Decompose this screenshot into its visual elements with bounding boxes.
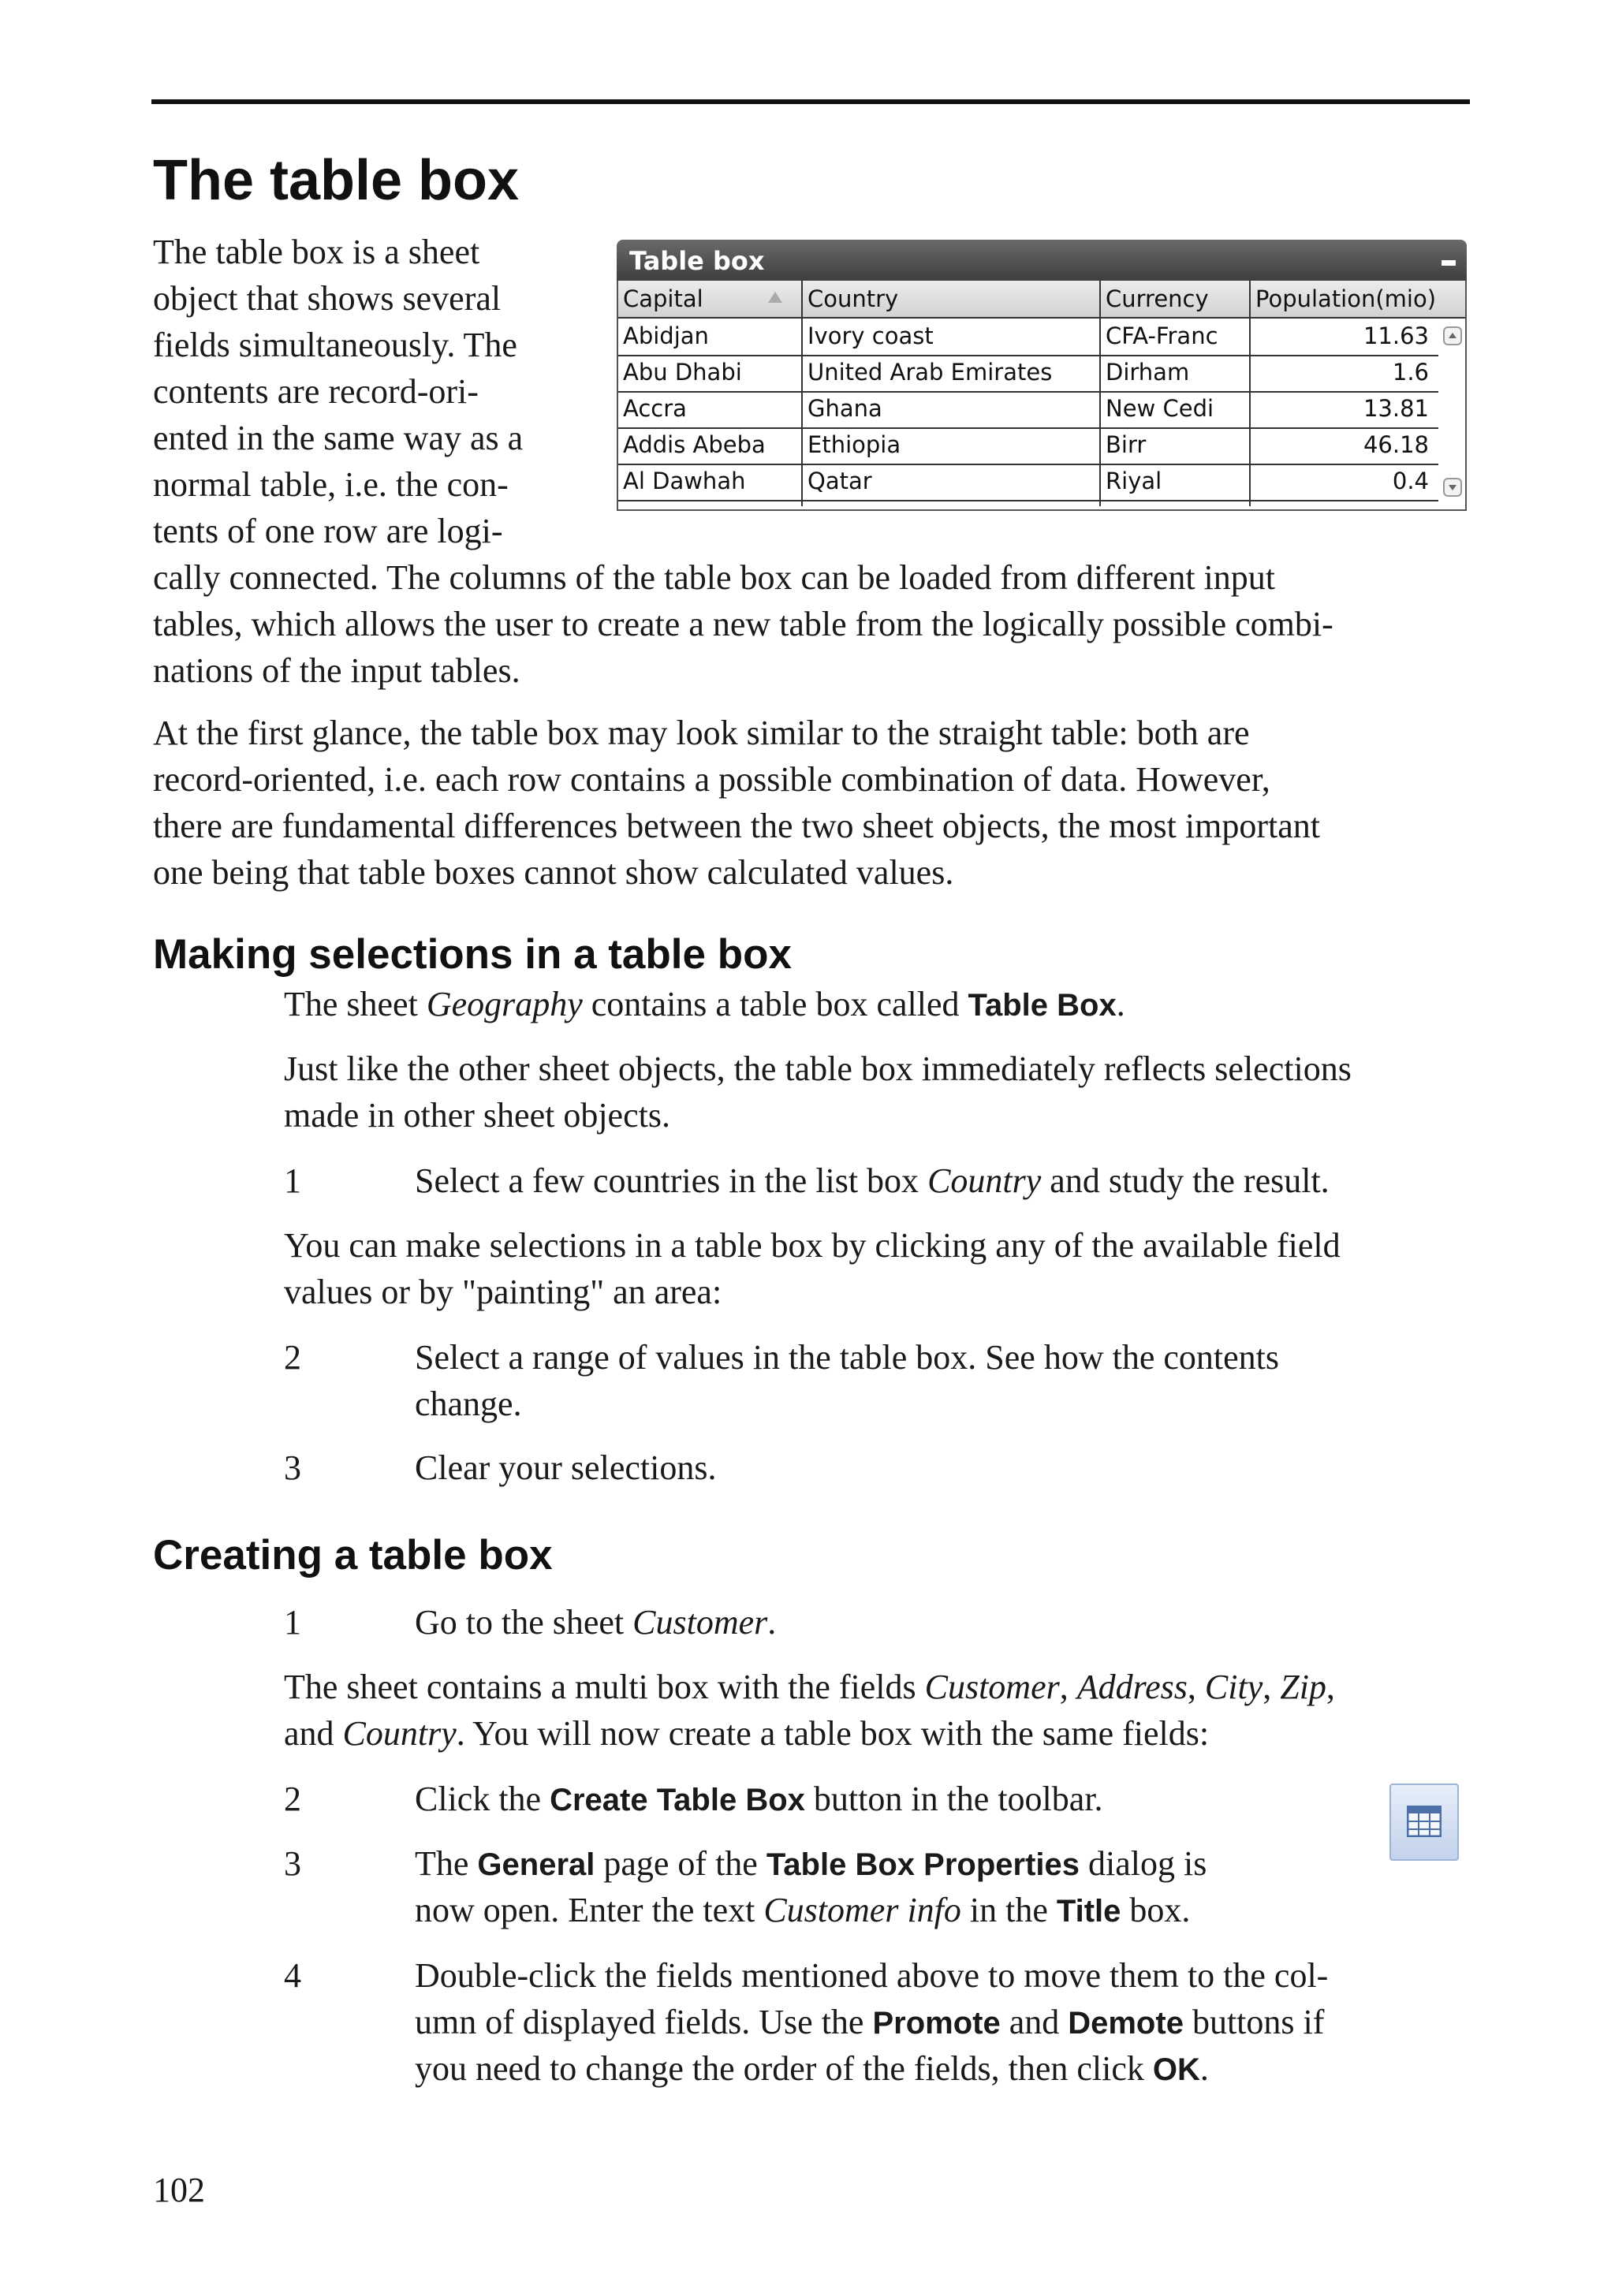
paragraph-line: one being that table boxes cannot show calculated values.: [153, 853, 954, 892]
text: .: [767, 1603, 777, 1642]
paragraph-line: [284, 981, 1125, 1029]
table-cell[interactable]: Ghana: [808, 395, 882, 422]
step-number: 3: [284, 1844, 301, 1883]
paragraph-line: [284, 1664, 1335, 1710]
table-cell[interactable]: Riyal: [1106, 468, 1162, 494]
step-number: 3: [284, 1448, 301, 1487]
text: ,: [1187, 1668, 1205, 1706]
button-name: Create Table Box: [550, 1783, 805, 1817]
text: Select a few countries in the list box: [415, 1161, 928, 1200]
step-text: change.: [415, 1385, 522, 1423]
intro-line: ented in the same way as a: [153, 419, 524, 457]
object-name: Table Box: [968, 988, 1117, 1023]
text: umn of displayed fields. Use the: [415, 2003, 873, 2041]
list-box-name: Country: [927, 1161, 1042, 1200]
text: buttons if: [1183, 2003, 1325, 2041]
section-heading: Creating a table box: [153, 1532, 553, 1578]
paragraph-line: values or by "painting" an area:: [284, 1273, 722, 1311]
text: and: [284, 1714, 343, 1753]
step-number: 2: [284, 1338, 301, 1377]
text: contains a table box called: [582, 985, 968, 1023]
minimize-icon[interactable]: [1442, 260, 1456, 266]
column-divider: [1099, 281, 1101, 506]
sort-ascending-icon[interactable]: [768, 292, 782, 303]
table-cell[interactable]: Dirham: [1106, 359, 1190, 386]
text: .: [1199, 2049, 1209, 2088]
table-cell[interactable]: Birr: [1106, 431, 1147, 458]
title-text: Customer info: [763, 1891, 961, 1929]
table-box-icon[interactable]: [1389, 1784, 1459, 1861]
column-divider: [801, 281, 803, 506]
text: . You will now create a table box with the same fields:: [456, 1714, 1210, 1753]
table-cell[interactable]: Abu Dhabi: [623, 359, 742, 386]
step-number: 2: [284, 1780, 301, 1818]
paragraph-line: You can make selections in a table box by clicking any of the available field: [284, 1226, 1341, 1265]
step-text: Clear your selections.: [415, 1448, 717, 1487]
paragraph-line: there are fundamental differences between the two sheet objects, the most important: [153, 807, 1320, 845]
step-text: [415, 1157, 1330, 1204]
text: page of the: [595, 1844, 766, 1883]
text: you need to change the order of the fields, then click: [415, 2049, 1153, 2088]
step-number: 1: [284, 1161, 301, 1200]
paragraph-line: [284, 1710, 1209, 1757]
column-header-capital[interactable]: Capital: [623, 285, 703, 312]
table-cell[interactable]: Abidjan: [623, 322, 709, 349]
page-title: The table box: [153, 149, 520, 212]
paragraph-line: record-oriented, i.e. each row contains a possible combination of data. However,: [153, 760, 1270, 799]
page-number: 102: [153, 2171, 205, 2209]
text: ,: [1263, 1668, 1281, 1706]
column-header-currency[interactable]: Currency: [1106, 285, 1209, 312]
text: The: [415, 1844, 478, 1883]
text: and study the result.: [1041, 1161, 1330, 1200]
column-divider: [1249, 281, 1251, 506]
field-name: Address: [1076, 1668, 1188, 1706]
table-cell[interactable]: New Cedi: [1106, 395, 1214, 422]
intro-line: The table box is a sheet: [153, 233, 480, 271]
field-name: City: [1204, 1668, 1263, 1706]
intro-line: object that shows several: [153, 279, 502, 318]
dialog-name: Table Box Properties: [766, 1847, 1080, 1882]
step-number: 1: [284, 1603, 301, 1642]
scroll-up-icon[interactable]: [1443, 326, 1462, 345]
text: Go to the sheet: [415, 1603, 633, 1642]
button-name: OK: [1152, 2052, 1200, 2087]
field-label: Title: [1056, 1894, 1121, 1929]
field-name: Customer: [924, 1668, 1060, 1706]
header-rule: [151, 99, 1470, 104]
text: .: [1116, 985, 1125, 1023]
paragraph-line: made in other sheet objects.: [284, 1096, 670, 1135]
intro-line: tables, which allows the user to create a new table from the logically possible combi-: [153, 605, 1333, 643]
text: in the: [960, 1891, 1057, 1929]
step-text: [415, 1887, 1190, 1935]
row-divider: [618, 391, 1438, 393]
text: The sheet contains a multi box with the fields: [284, 1668, 925, 1706]
step-number: 4: [284, 1956, 301, 1995]
intro-line: fields simultaneously. The: [153, 326, 517, 364]
text: The sheet: [284, 985, 427, 1023]
section-heading: Making selections in a table box: [153, 931, 792, 978]
row-divider: [618, 464, 1438, 465]
step-text: [415, 1999, 1324, 2047]
table-cell[interactable]: 13.81: [1363, 395, 1429, 422]
intro-line: cally connected. The columns of the table box can be loaded from different input: [153, 558, 1275, 597]
step-text: [415, 1599, 776, 1646]
field-name: Zip: [1280, 1668, 1326, 1706]
table-cell[interactable]: CFA-Franc: [1106, 322, 1218, 349]
paragraph-line: At the first glance, the table box may look similar to the straight table: both are: [153, 714, 1250, 752]
sheet-name: Geography: [426, 985, 583, 1023]
table-cell[interactable]: 11.63: [1363, 322, 1429, 349]
scroll-down-icon[interactable]: [1443, 478, 1462, 497]
step-text: Select a range of values in the table box. See how the contents: [415, 1338, 1279, 1377]
table-cell[interactable]: Qatar: [808, 468, 872, 494]
step-text: [415, 2045, 1209, 2093]
row-divider: [618, 500, 1438, 501]
text: now open. Enter the text: [415, 1891, 764, 1929]
row-divider: [618, 427, 1438, 429]
text: button in the toolbar.: [804, 1780, 1103, 1818]
text: ,: [1059, 1668, 1077, 1706]
column-header-population[interactable]: Population(mio): [1255, 285, 1437, 312]
table-cell[interactable]: 0.4: [1392, 468, 1429, 494]
table-cell[interactable]: Ivory coast: [808, 322, 934, 349]
step-text: [415, 1776, 1103, 1824]
table-box-caption[interactable]: [617, 240, 1467, 281]
intro-line: tents of one row are logi-: [153, 512, 503, 550]
text: and: [1000, 2003, 1069, 2041]
text: Click the: [415, 1780, 550, 1818]
text: ,: [1326, 1668, 1335, 1706]
column-header-country[interactable]: Country: [808, 285, 899, 312]
table-cell[interactable]: United Arab Emirates: [808, 359, 1053, 386]
table-cell[interactable]: Accra: [623, 395, 687, 422]
text: dialog is: [1080, 1844, 1207, 1883]
paragraph-line: Just like the other sheet objects, the table box immediately reflects selections: [284, 1049, 1352, 1088]
intro-line: normal table, i.e. the con-: [153, 465, 509, 504]
sheet-name: Customer: [632, 1603, 768, 1642]
table-cell[interactable]: 46.18: [1363, 431, 1429, 458]
page-name: General: [477, 1847, 595, 1882]
text: box.: [1121, 1891, 1191, 1929]
step-text: [415, 1840, 1207, 1888]
table-box[interactable]: [617, 240, 1467, 511]
table-header-row: [618, 281, 1465, 319]
button-name: Demote: [1068, 2006, 1184, 2041]
field-name: Country: [342, 1714, 457, 1753]
intro-line: nations of the input tables.: [153, 651, 520, 690]
table-cell[interactable]: Al Dawhah: [623, 468, 746, 494]
table-cell[interactable]: Ethiopia: [808, 431, 901, 458]
button-name: Promote: [872, 2006, 1001, 2041]
step-text: Double-click the fields mentioned above to move them to the col-: [415, 1956, 1329, 1995]
intro-line: contents are record-ori-: [153, 372, 479, 411]
table-cell[interactable]: 1.6: [1392, 359, 1429, 386]
table-box-title: Table box: [629, 246, 765, 276]
table-cell[interactable]: Addis Abeba: [623, 431, 766, 458]
grid-icon: [1407, 1806, 1442, 1837]
table-box-grid: [617, 281, 1467, 511]
row-divider: [618, 355, 1438, 356]
